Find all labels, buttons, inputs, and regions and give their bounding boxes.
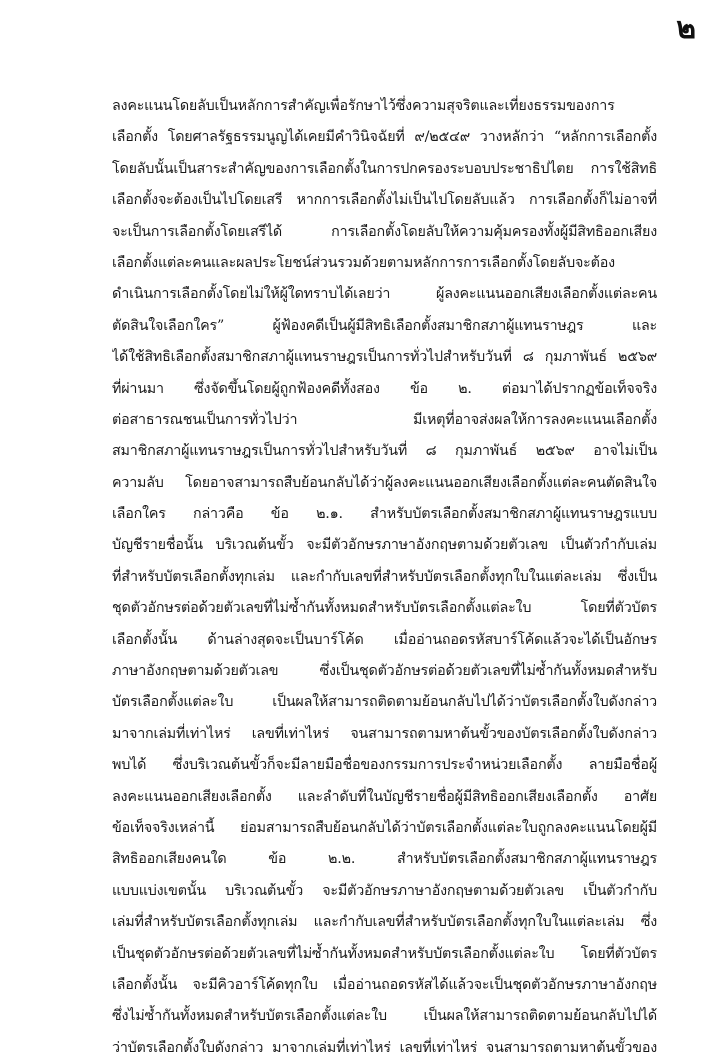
text-line: ลงคะแนนโดยลับเป็นหลักการสำคัญเพื่อรักษาไว้ซึ่งความสุจริตและเที่ยงธรรมของการ xyxy=(112,98,615,114)
text-line: จะเป็นการเลือกตั้งโดยเสรีได้ การเลือกตั้งโดยลับให้ความคุ้มครองทั้งผู้มีสิทธิออกเสียง xyxy=(112,223,657,240)
text-line: เลือกตั้งจะต้องเป็นไปโดยเสรี หากการเลือกตั้งไม่เป็นไปโดยลับแล้ว การเลือกตั้งก็ไม่อาจที่ xyxy=(112,192,657,209)
text-line: แบบแบ่งเขตนั้น บริเวณต้นขั้ว จะมีตัวอักษรภาษาอังกฤษตามด้วยตัวเลข เป็นตัวกำกับ xyxy=(112,882,657,899)
text-line: ดำเนินการเลือกตั้งโดยไม่ให้ผู้ใดทราบได้เลยว่า ผู้ลงคะแนนออกเสียงเลือกตั้งแต่ละคน xyxy=(112,286,657,303)
text-line: สิทธิออกเสียงคนใด ข้อ ๒.๒. สำหรับบัตรเลือกตั้งสมาชิกสภาผู้แทนราษฎร xyxy=(112,851,657,868)
text-line: เลือกใคร กล่าวคือ ข้อ ๒.๑. สำหรับบัตรเลือกตั้งสมาชิกสภาผู้แทนราษฎรแบบ xyxy=(112,506,657,523)
text-line: ชุดตัวอักษรต่อด้วยตัวเลขที่ไม่ซ้ำกันทั้งหมดสำหรับบัตรเลือกตั้งแต่ละใบ โดยที่ตัวบัตร xyxy=(112,600,657,617)
text-line: ลงคะแนนออกเสียงเลือกตั้ง และลำดับที่ในบัญชีรายชื่อผู้มีสิทธิออกเสียงเลือกตั้ง อาศัย xyxy=(112,788,657,805)
text-line: โดยลับนั้นเป็นสาระสำคัญของการเลือกตั้งในการปกครองระบอบประชาธิปไตย การใช้สิทธิ xyxy=(112,160,657,177)
text-line: พบได้ ซึ่งบริเวณต้นขั้วก็จะมีลายมือชื่อของกรรมการประจำหน่วยเลือกตั้ง ลายมือชื่อผู้ xyxy=(112,757,657,774)
text-line: ความลับ โดยอาจสามารถสืบย้อนกลับได้ว่าผู้ลงคะแนนออกเสียงเลือกตั้งแต่ละคนตัดสินใจ xyxy=(112,474,657,491)
text-line: เลือกตั้งนั้น จะมีคิวอาร์โค้ดทุกใบ เมื่ออ่านถอดรหัสได้แล้วจะเป็นชุดตัวอักษรภาษาอังกฤษ xyxy=(112,976,657,993)
page-number: ๒ xyxy=(676,11,696,46)
text-line: ข้อเท็จจริงเหล่านี้ ย่อมสามารถสืบย้อนกลับได้ว่าบัตรเลือกตั้งแต่ละใบถูกลงคะแนนโดยผู้มี xyxy=(112,819,657,836)
text-line: ได้ใช้สิทธิเลือกตั้งสมาชิกสภาผู้แทนราษฎรเป็นการทั่วไปสำหรับวันที่ ๘ กุมภาพันธ์ ๒๕๖๙ xyxy=(112,349,657,366)
text-line: เล่มที่สำหรับบัตรเลือกตั้งทุกเล่ม และกำกับเลขที่สำหรับบัตรเลือกตั้งทุกใบในแต่ละเล่ม ซึ่ง xyxy=(112,914,657,931)
body-text xyxy=(112,91,657,1064)
text-line: สมาชิกสภาผู้แทนราษฎรเป็นการทั่วไปสำหรับวันที่ ๘ กุมภาพันธ์ ๒๕๖๙ อาจไม่เป็น xyxy=(112,443,657,460)
text-line: ว่าบัตรเลือกตั้งใบดังกล่าว มาจากเล่มที่เท่าไหร่ เลขที่เท่าไหร่ จนสามารถตามหาต้นขั้วของ xyxy=(112,1039,657,1056)
text-line: เลือกตั้ง โดยศาลรัฐธรรมนูญได้เคยมีคำวินิจฉัยที่ ๙/๒๕๔๙ วางหลักว่า “หลักการเลือกตั้ง xyxy=(112,129,657,146)
text-line: ต่อสาธารณชนเป็นการทั่วไปว่า มีเหตุที่อาจส่งผลให้การลงคะแนนเลือกตั้ง xyxy=(112,411,657,428)
text-line: บัญชีรายชื่อนั้น บริเวณต้นขั้ว จะมีตัวอักษรภาษาอังกฤษตามด้วยตัวเลข เป็นตัวกำกับเล่ม xyxy=(112,537,657,554)
text-line: มาจากเล่มที่เท่าไหร่ เลขที่เท่าไหร่ จนสามารถตามหาต้นขั้วของบัตรเลือกตั้งใบดังกล่าว xyxy=(112,725,657,742)
text-line: เป็นชุดตัวอักษรต่อด้วยตัวเลขที่ไม่ซ้ำกันทั้งหมดสำหรับบัตรเลือกตั้งแต่ละใบ โดยที่ตัวบัตร xyxy=(112,945,657,962)
text-line: เลือกตั้งนั้น ด้านล่างสุดจะเป็นบาร์โค้ด เมื่ออ่านถอดรหัสบาร์โค้ดแล้วจะได้เป็นอักษร xyxy=(112,631,657,648)
text-line: ซึ่งไม่ซ้ำกันทั้งหมดสำหรับบัตรเลือกตั้งแต่ละใบ เป็นผลให้สามารถติดตามย้อนกลับไปได้ xyxy=(112,1008,657,1025)
text-line: ที่สำหรับบัตรเลือกตั้งทุกเล่ม และกำกับเลขที่สำหรับบัตรเลือกตั้งทุกใบในแต่ละเล่ม ซึ่งเป็น xyxy=(112,568,657,585)
text-line: ที่ผ่านมา ซึ่งจัดขึ้นโดยผู้ถูกฟ้องคดีทั้งสอง ข้อ ๒. ต่อมาได้ปรากฏข้อเท็จจริง xyxy=(112,380,657,397)
text-line: บัตรเลือกตั้งแต่ละใบ เป็นผลให้สามารถติดตามย้อนกลับไปได้ว่าบัตรเลือกตั้งใบดังกล่าว xyxy=(112,694,657,711)
text-line: ภาษาอังกฤษตามด้วยตัวเลข ซึ่งเป็นชุดตัวอักษรต่อด้วยตัวเลขที่ไม่ซ้ำกันทั้งหมดสำหรับ xyxy=(112,663,657,680)
text-line: ตัดสินใจเลือกใคร” ผู้ฟ้องคดีเป็นผู้มีสิทธิเลือกตั้งสมาชิกสภาผู้แทนราษฎร และ xyxy=(112,317,657,334)
text-line: เลือกตั้งแต่ละคนและผลประโยชน์ส่วนรวมด้วยตามหลักการการเลือกตั้งโดยลับจะต้อง xyxy=(112,254,615,271)
